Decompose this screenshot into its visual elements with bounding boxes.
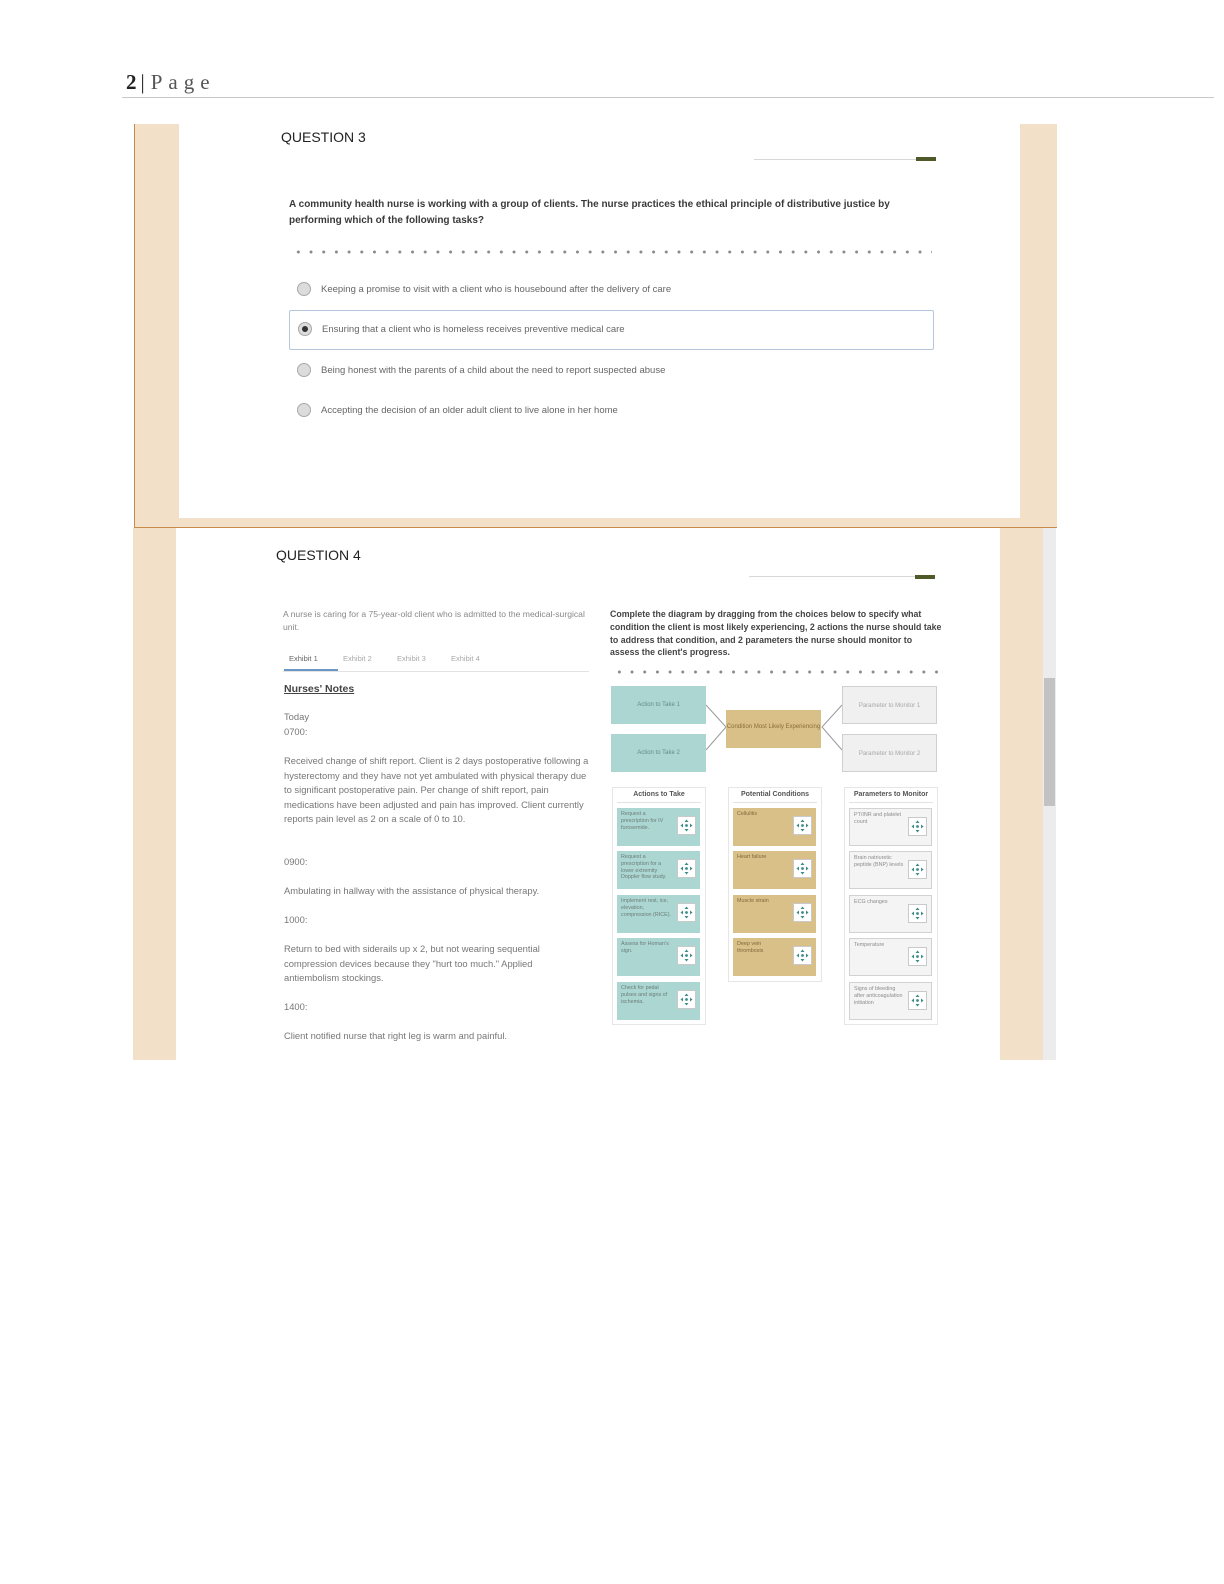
header-rule: [122, 97, 1214, 98]
question3-title: QUESTION 3: [281, 129, 366, 145]
note-day: Today: [284, 711, 310, 722]
column-header-rule: [733, 802, 817, 803]
page-number: 2: [126, 70, 137, 94]
question4-title: QUESTION 4: [276, 547, 361, 563]
dropzone-condition[interactable]: Condition Most Likely Experiencing: [726, 710, 821, 748]
action-chip-3[interactable]: [617, 895, 700, 933]
drag-handle-icon[interactable]: [908, 860, 927, 879]
action-chip-2[interactable]: [617, 851, 700, 889]
chip-label: Deep vein thrombosis: [737, 941, 764, 954]
parameters-column: [844, 787, 938, 1025]
chip-label: Request a prescription for IV furosemide.: [621, 811, 664, 831]
chip-label: Cellulitis: [737, 811, 758, 817]
radio-button-selected[interactable]: [298, 322, 312, 336]
question3-stem: A community health nurse is working with a group of clients. The nurse practices the ethical principle of distributive justice by performing which of the following tasks?: [289, 199, 890, 226]
action-chip-4[interactable]: [617, 938, 700, 976]
tab-exhibit-2[interactable]: Exhibit 2: [343, 654, 372, 663]
page-word: Page: [150, 70, 216, 94]
actions-column: [612, 787, 706, 1025]
drag-handle-icon[interactable]: [793, 903, 812, 922]
answer-option-4[interactable]: [289, 392, 934, 432]
chip-label: Implement rest, ice, elevation, compression (RICE).: [621, 898, 672, 918]
diagram-instruction: Complete the diagram by dragging from the choices below to specify what condition the client is most likely experiencing, 2 actions the nurse should take to address that condition, and 2 parameters the nurse should monitor to assess the client's progress.: [610, 609, 942, 658]
question4-panel: [176, 528, 1000, 1060]
conditions-column: [728, 787, 822, 982]
note-entry-1400: Client notified nurse that right leg is warm and painful.: [284, 1030, 508, 1041]
answer-option-2[interactable]: [289, 310, 934, 350]
drag-handle-icon[interactable]: [793, 859, 812, 878]
scrollbar-thumb[interactable]: [1044, 678, 1055, 806]
answer-option-text: Ensuring that a client who is homeless receives preventive medical care: [322, 324, 625, 335]
drag-handle-icon[interactable]: [677, 816, 696, 835]
tab-exhibit-1[interactable]: Exhibit 1: [289, 654, 318, 663]
drag-handle-icon[interactable]: [677, 903, 696, 922]
drag-handle-icon[interactable]: [677, 946, 696, 965]
condition-chip-1[interactable]: [733, 808, 816, 846]
chip-label: Temperature: [854, 942, 885, 948]
parameter-chip-1[interactable]: [849, 808, 932, 846]
note-entry-0700: Received change of shift report. Client is 2 days postoperative following a hysterectomy and they have not yet ambulated with physical therapy due to significant postoperative pain. Per change of shift report, pain medications have been adjusted and pain has improved. Client currently reports pain level as 2 on a scale of 0 to 10.: [284, 755, 589, 825]
parameter-chip-4[interactable]: [849, 938, 932, 976]
dropzone-action-1[interactable]: Action to Take 1: [611, 686, 706, 724]
action-chip-5[interactable]: [617, 982, 700, 1020]
chip-label: Heart failure: [737, 854, 767, 860]
column-header-rule: [849, 802, 933, 803]
condition-chip-4[interactable]: [733, 938, 816, 976]
tab-exhibit-3[interactable]: Exhibit 3: [397, 654, 426, 663]
divider-dots: [292, 249, 932, 255]
page-header: [126, 70, 216, 95]
note-entry-1000: Return to bed with siderails up x 2, but not wearing sequential compression devices because they "hurt too much." Applied antiembolism stockings.: [284, 943, 540, 984]
answer-option-1[interactable]: [289, 271, 934, 311]
chip-label: Assess for Homan's sign.: [621, 941, 669, 954]
page-separator: |: [140, 70, 145, 94]
parameter-chip-5[interactable]: [849, 982, 932, 1020]
note-time-1000: 1000:: [284, 914, 308, 925]
tab-exhibit-4[interactable]: Exhibit 4: [451, 654, 480, 663]
chip-label: Signs of bleeding after anticoagulation initiation: [854, 986, 903, 1006]
parameter-chip-2[interactable]: [849, 851, 932, 889]
drag-handle-icon[interactable]: [908, 947, 927, 966]
drag-handle-icon[interactable]: [793, 816, 812, 835]
drag-handle-icon[interactable]: [908, 904, 927, 923]
chip-label: ECG changes: [854, 899, 888, 905]
toolbar-line: [754, 159, 924, 160]
answer-option-text: Being honest with the parents of a child about the need to report suspected abuse: [321, 365, 666, 376]
nurses-notes-title: Nurses' Notes: [284, 683, 355, 695]
note-time-0900: 0900:: [284, 856, 308, 867]
drag-handle-icon[interactable]: [908, 817, 927, 836]
action-chip-1[interactable]: [617, 808, 700, 846]
note-time-1400: 1400:: [284, 1001, 308, 1012]
radio-button[interactable]: [297, 363, 311, 377]
question3-screenshot: [134, 124, 1057, 528]
chip-label: Brain natriuretic peptide (BNP) levels: [854, 855, 904, 868]
parameter-chip-3[interactable]: [849, 895, 932, 933]
dropzone-parameter-2[interactable]: Parameter to Monitor 2: [842, 734, 937, 772]
condition-chip-2[interactable]: [733, 851, 816, 889]
drag-handle-icon[interactable]: [677, 859, 696, 878]
chip-label: Check for pedal pulses and signs of ischemia.: [621, 985, 668, 1005]
note-entry-0900: Ambulating in hallway with the assistance of physical therapy.: [284, 885, 540, 896]
answer-option-text: Keeping a promise to visit with a client who is housebound after the delivery of care: [321, 284, 672, 295]
answer-option-text: Accepting the decision of an older adult client to live alone in her home: [321, 405, 618, 416]
dropzone-action-2[interactable]: Action to Take 2: [611, 734, 706, 772]
parameters-column-header: Parameters to Monitor: [853, 791, 929, 798]
chip-label: Request a prescription for a lower extremity Doppler flow study.: [621, 854, 667, 881]
chip-label: Muscle strain: [737, 898, 769, 904]
actions-column-header: Actions to Take: [633, 791, 685, 798]
drag-handle-icon[interactable]: [793, 946, 812, 965]
question3-panel: [179, 124, 1020, 518]
note-time-0700: 0700:: [284, 726, 308, 737]
case-intro: A nurse is caring for a 75-year-old client who is admitted to the medical-surgical unit.: [283, 609, 585, 632]
toolbar-mark: [916, 157, 936, 161]
column-header-rule: [617, 802, 701, 803]
conditions-column-header: Potential Conditions: [740, 791, 810, 798]
dropzone-parameter-1[interactable]: Parameter to Monitor 1: [842, 686, 937, 724]
question4-screenshot: [133, 528, 1056, 1060]
radio-button[interactable]: [297, 282, 311, 296]
drag-handle-icon[interactable]: [677, 990, 696, 1009]
condition-chip-3[interactable]: [733, 895, 816, 933]
drag-handle-icon[interactable]: [908, 991, 927, 1010]
radio-button[interactable]: [297, 403, 311, 417]
chip-label: PT/INR and platelet count: [854, 812, 902, 825]
answer-option-3[interactable]: [289, 352, 934, 392]
